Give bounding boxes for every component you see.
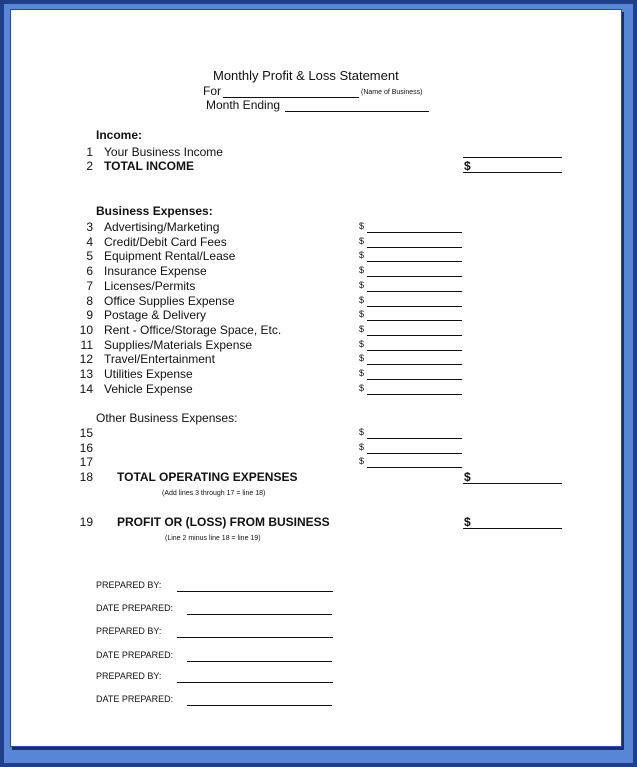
dollar-sign: $: [359, 250, 365, 260]
dollar-sign: $: [359, 456, 365, 466]
total-income-label: TOTAL INCOME: [104, 159, 194, 173]
expense-label: Vehicle Expense: [104, 382, 193, 396]
name-of-business-hint: (Name of Business): [361, 89, 423, 96]
line-number: 9: [86, 308, 93, 322]
dollar-sign: $: [464, 159, 471, 173]
profit-loss-label: PROFIT OR (LOSS) FROM BUSINESS: [117, 515, 330, 529]
expense-label: Credit/Debit Card Fees: [104, 235, 227, 249]
expense-amount-field[interactable]: [367, 379, 462, 380]
prepared-by-line[interactable]: [177, 682, 333, 683]
dollar-sign: $: [359, 280, 365, 290]
expense-amount-field[interactable]: [367, 247, 462, 248]
for-label: For: [203, 84, 221, 98]
statement-page: [10, 9, 622, 747]
income-heading: Income:: [96, 128, 143, 142]
other-expense-amount-field[interactable]: [367, 467, 462, 468]
date-prepared-line[interactable]: [187, 661, 332, 662]
business-expenses-heading: Business Expenses:: [96, 204, 213, 218]
prepared-by-line[interactable]: [177, 637, 333, 638]
expense-amount-field[interactable]: [367, 291, 462, 292]
expense-amount-field[interactable]: [367, 276, 462, 277]
line-number: 15: [79, 426, 93, 440]
date-prepared-label: DATE PREPARED:: [96, 650, 174, 660]
dollar-sign: $: [359, 442, 365, 452]
line-number: 8: [86, 294, 93, 308]
profit-loss-note: (Line 2 minus line 18 = line 19): [165, 535, 261, 542]
statement-title: Monthly Profit & Loss Statement: [213, 68, 399, 83]
expense-amount-field[interactable]: [367, 320, 462, 321]
line-number: 12: [79, 352, 93, 366]
expense-label: Office Supplies Expense: [104, 294, 235, 308]
dollar-sign: $: [359, 368, 365, 378]
prepared-by-label: PREPARED BY:: [96, 580, 162, 590]
date-prepared-line[interactable]: [187, 705, 332, 706]
date-prepared-label: DATE PREPARED:: [96, 694, 174, 704]
line-number: 3: [86, 220, 93, 234]
line-number: 4: [86, 235, 93, 249]
expense-label: Equipment Rental/Lease: [104, 249, 236, 263]
dollar-sign: $: [359, 427, 365, 437]
profit-loss-field[interactable]: [463, 528, 562, 529]
line-number: 5: [86, 249, 93, 263]
expense-amount-field[interactable]: [367, 350, 462, 351]
line-number: 19: [79, 515, 93, 529]
line-number: 1: [86, 145, 93, 159]
dollar-sign: $: [359, 221, 365, 231]
dollar-sign: $: [464, 515, 471, 529]
expense-amount-field[interactable]: [367, 306, 462, 307]
total-operating-note: (Add lines 3 through 17 = line 18): [162, 490, 266, 497]
business-income-field[interactable]: [463, 157, 562, 158]
date-prepared-line[interactable]: [187, 614, 332, 615]
line-number: 6: [86, 264, 93, 278]
total-income-field[interactable]: [463, 172, 562, 173]
expense-label: Advertising/Marketing: [104, 220, 220, 234]
dollar-sign: $: [464, 470, 471, 484]
prepared-by-label: PREPARED BY:: [96, 626, 162, 636]
line-number: 13: [79, 367, 93, 381]
line-number: 11: [80, 338, 93, 352]
dollar-sign: $: [359, 383, 365, 393]
expense-label: Rent - Office/Storage Space, Etc.: [104, 323, 282, 337]
month-ending-line[interactable]: [285, 111, 429, 112]
dollar-sign: $: [359, 236, 365, 246]
line-number: 18: [79, 470, 93, 484]
expense-label: Insurance Expense: [104, 264, 207, 278]
dollar-sign: $: [359, 353, 365, 363]
expense-label: Utilities Expense: [104, 367, 193, 381]
line-number: 10: [79, 323, 93, 337]
prepared-by-line[interactable]: [177, 591, 333, 592]
other-expenses-heading: Other Business Expenses:: [96, 411, 238, 425]
line-number: 16: [79, 441, 93, 455]
total-operating-label: TOTAL OPERATING EXPENSES: [117, 470, 298, 484]
dollar-sign: $: [359, 295, 365, 305]
line-label: Your Business Income: [104, 145, 223, 159]
date-prepared-label: DATE PREPARED:: [96, 603, 174, 613]
dollar-sign: $: [359, 309, 365, 319]
expense-label: Travel/Entertainment: [104, 352, 215, 366]
line-number: 2: [86, 159, 93, 173]
dollar-sign: $: [359, 339, 365, 349]
line-number: 14: [79, 382, 93, 396]
expense-amount-field[interactable]: [367, 232, 462, 233]
month-ending-label: Month Ending: [206, 98, 281, 112]
total-operating-field[interactable]: [463, 483, 562, 484]
line-number: 17: [79, 455, 93, 469]
expense-label: Postage & Delivery: [104, 308, 207, 322]
line-number: 7: [86, 279, 93, 293]
expense-amount-field[interactable]: [367, 394, 462, 395]
prepared-by-label: PREPARED BY:: [96, 671, 162, 681]
other-expense-amount-field[interactable]: [367, 438, 462, 439]
expense-amount-field[interactable]: [367, 335, 462, 336]
expense-label: Supplies/Materials Expense: [104, 338, 253, 352]
expense-label: Licenses/Permits: [104, 279, 196, 293]
expense-amount-field[interactable]: [367, 261, 462, 262]
expense-amount-field[interactable]: [367, 364, 462, 365]
dollar-sign: $: [359, 324, 365, 334]
dollar-sign: $: [359, 265, 365, 275]
other-expense-amount-field[interactable]: [367, 453, 462, 454]
